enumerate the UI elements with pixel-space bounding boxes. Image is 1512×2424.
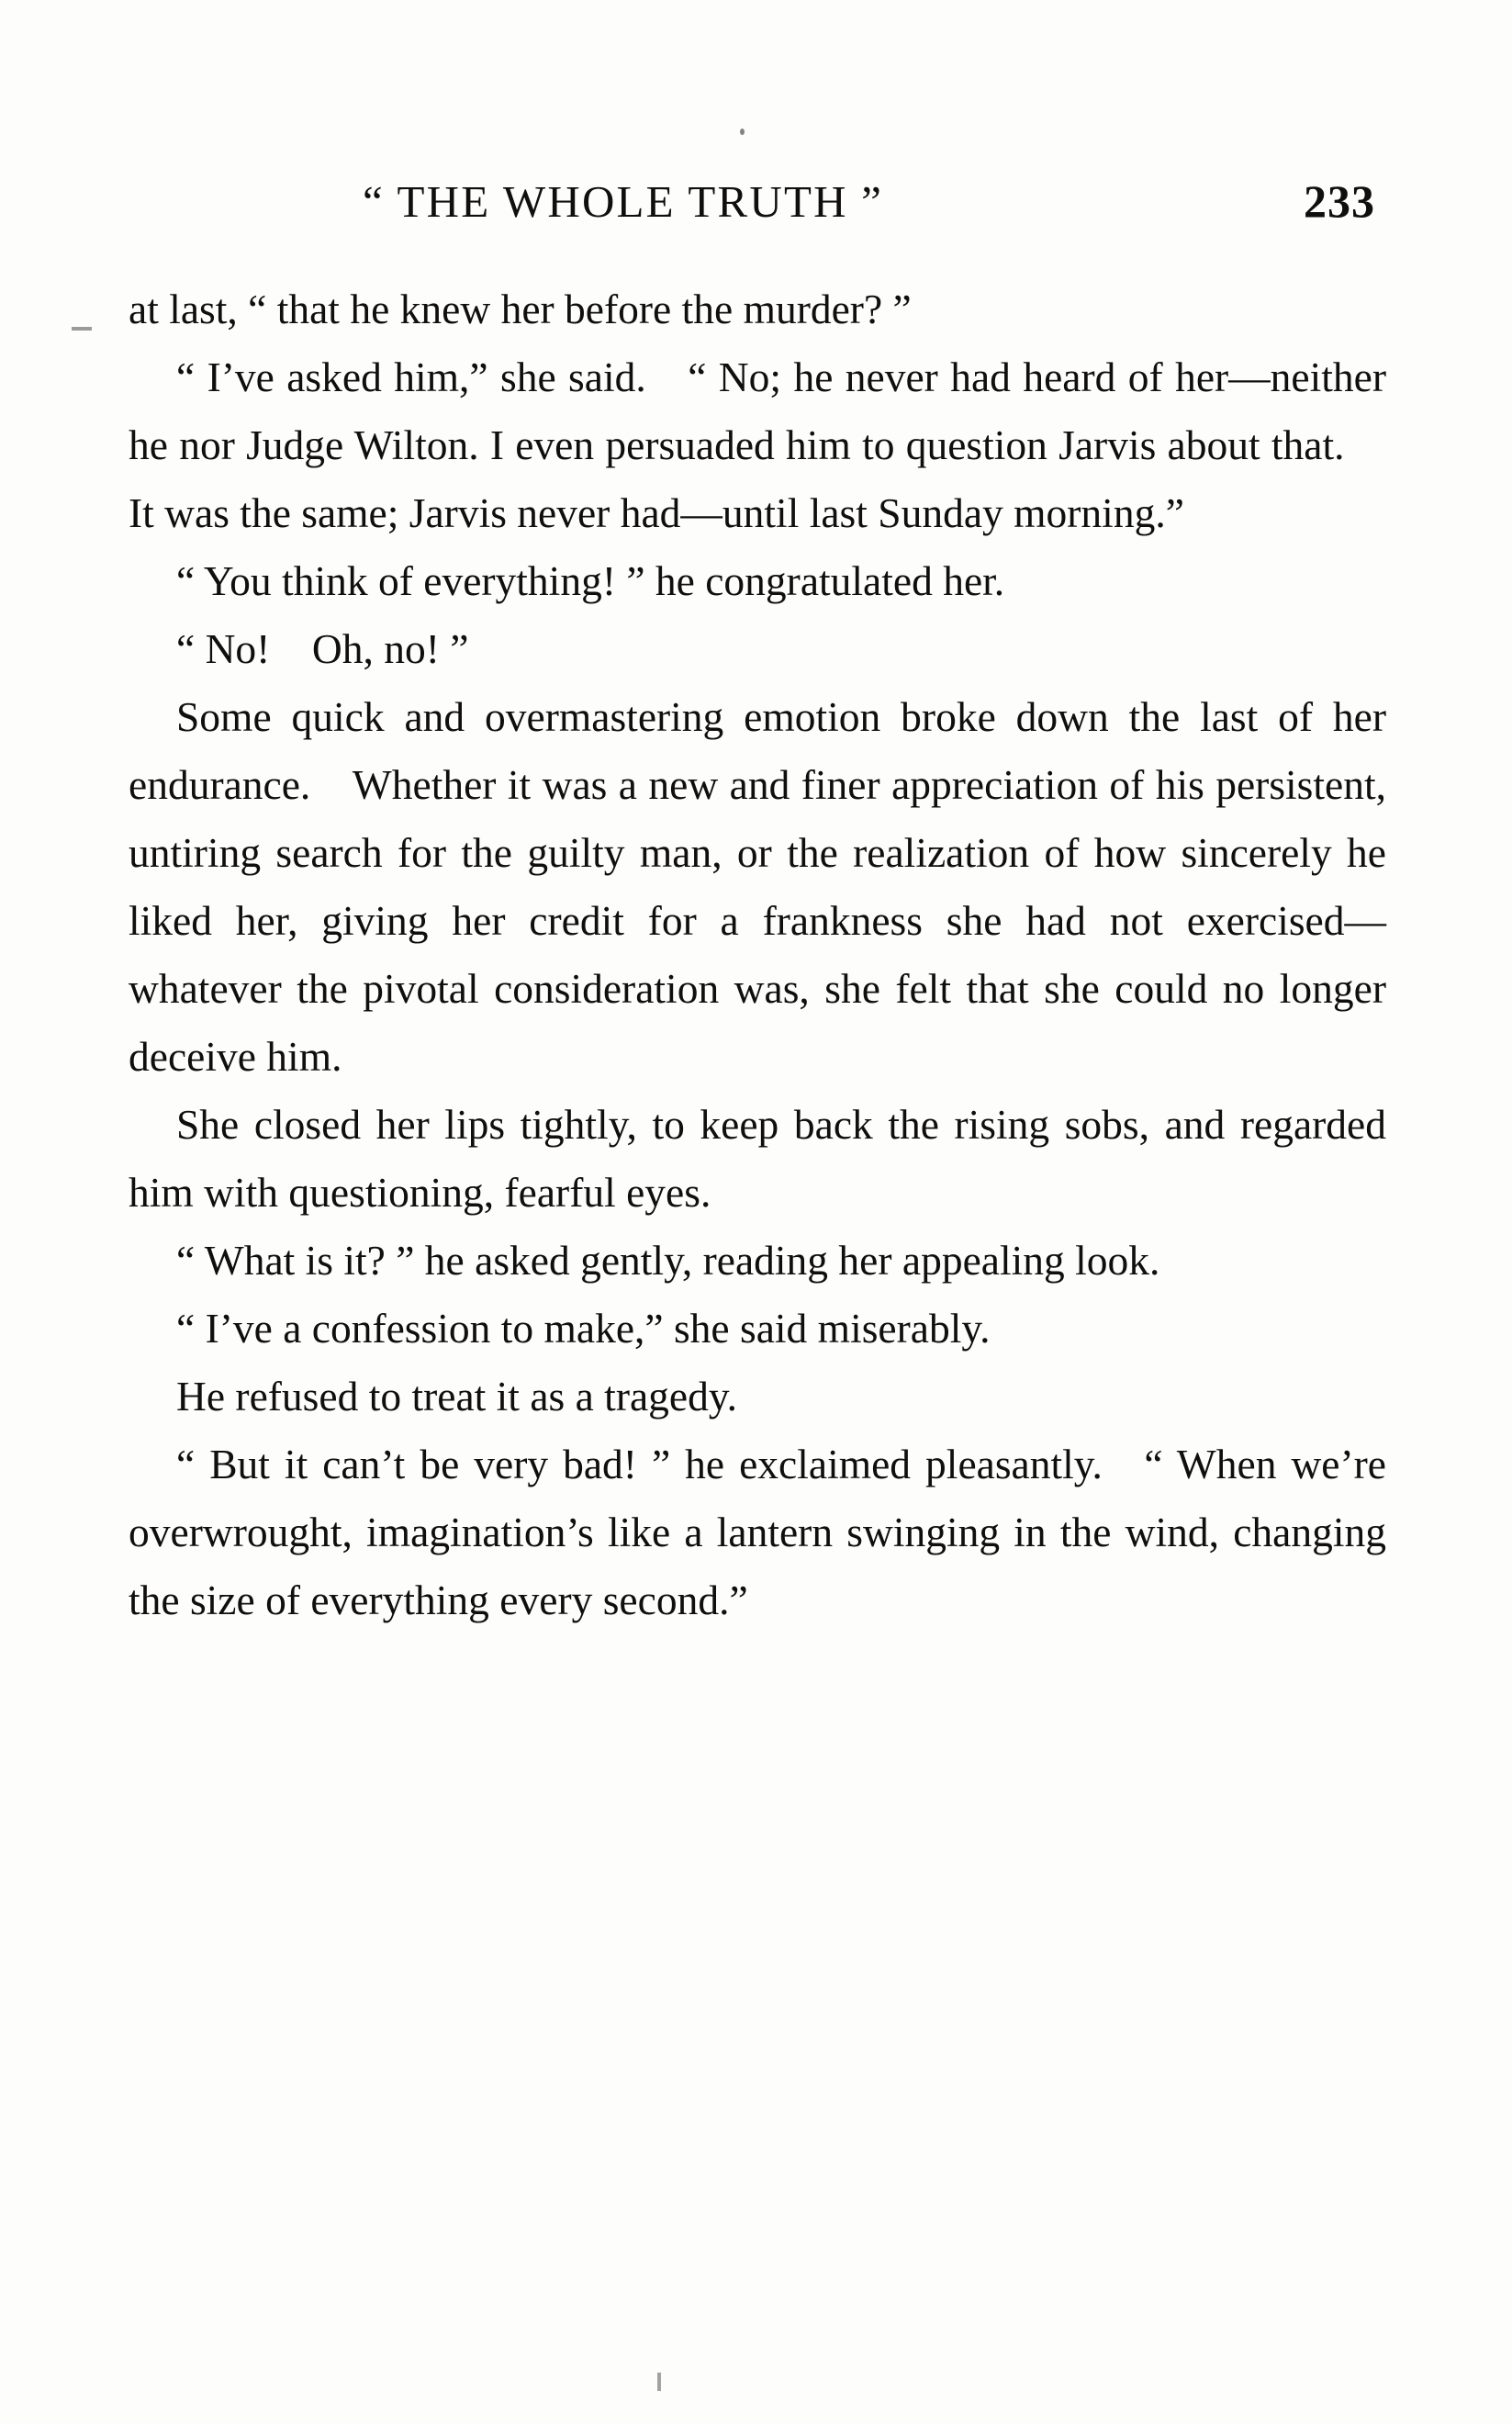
page-speck-left: [72, 327, 92, 331]
paragraph: “ You think of everything! ” he congratulated her.: [176, 557, 1005, 604]
paragraph: “ I’ve a confession to make,” she said miserably.: [176, 1305, 991, 1352]
page-header: [129, 174, 1386, 228]
paragraph: “ I’ve asked him,” she said. “ No; he never had heard of her—neither he nor Judge Wilton. I even persuaded him to question Jarvis about that. It was the same; Jarvis never had—until last Sunday morning.”: [129, 354, 1386, 536]
paragraph: She closed her lips tightly, to keep back the rising sobs, and regarded him with questioning, fearful eyes.: [129, 1101, 1386, 1216]
page-speck-bottom: [657, 2373, 661, 2391]
page-speck-top: [740, 129, 745, 135]
paragraph: “ But it can’t be very bad! ” he exclaimed pleasantly. “ When we’re overwrought, imagination’s like a lantern swinging in the wind, changing the size of everything every second.”: [129, 1441, 1386, 1623]
paragraph: He refused to treat it as a tragedy.: [176, 1373, 738, 1420]
page-body: [129, 275, 1386, 1634]
page-number: 233: [1304, 175, 1375, 227]
paragraph: “ No! Oh, no! ”: [176, 625, 469, 672]
running-head: “ THE WHOLE TRUTH ”: [363, 176, 884, 227]
paragraph: “ What is it? ” he asked gently, reading her appealing look.: [176, 1237, 1160, 1284]
paragraph: at last, “ that he knew her before the murder? ”: [129, 286, 912, 332]
paragraph: Some quick and overmastering emotion broke down the last of her endurance. Whether it was a new and finer appreciation of his persistent, untiring search for the guilty man, or the realization of how sincerely he liked her, giving her credit for a frankness she had not exercised—whatever the pivotal consideration was, she felt that she could no longer deceive him.: [129, 693, 1386, 1080]
